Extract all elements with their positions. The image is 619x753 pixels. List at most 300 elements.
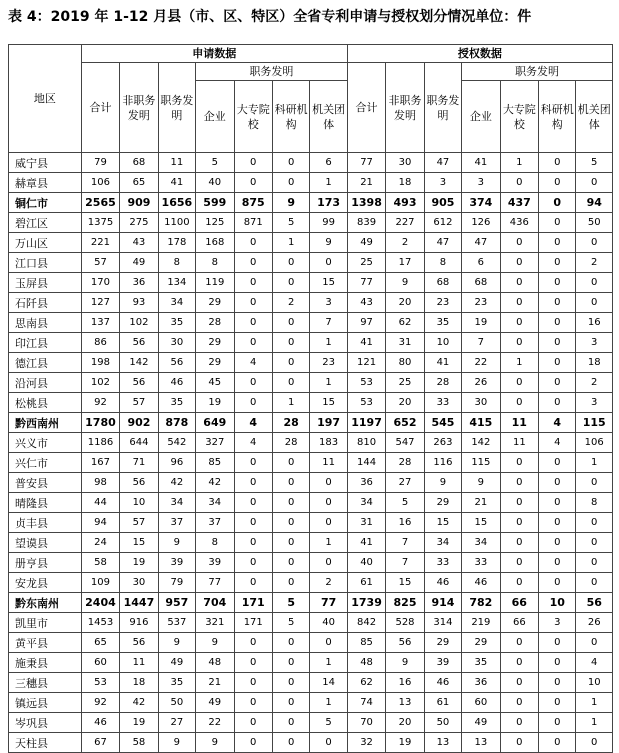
table-cell: 93: [120, 293, 158, 313]
table-cell: 60: [81, 653, 119, 673]
table-cell: 0: [576, 513, 613, 533]
table-cell: 170: [81, 273, 119, 293]
table-cell: 957: [158, 593, 195, 613]
table-cell: 1: [576, 713, 613, 733]
table-cell: 0: [576, 553, 613, 573]
table-row: [9, 413, 613, 433]
table-cell: 10: [120, 493, 158, 513]
table-cell: 1780: [81, 413, 119, 433]
region-name: 凯里市: [9, 613, 82, 633]
table-cell: 61: [347, 573, 385, 593]
table-cell: 34: [196, 493, 234, 513]
table-cell: 0: [234, 173, 272, 193]
table-cell: 20: [386, 393, 424, 413]
table-cell: 0: [539, 473, 576, 493]
table-cell: 98: [81, 473, 119, 493]
region-name: 德江县: [9, 353, 82, 373]
region-name: 黔西南州: [9, 413, 82, 433]
table-cell: 6: [310, 153, 347, 173]
table-cell: 9: [272, 193, 309, 213]
table-cell: 0: [500, 453, 538, 473]
table-cell: 1: [310, 693, 347, 713]
table-cell: 871: [234, 213, 272, 233]
table-cell: 1: [272, 393, 309, 413]
table-cell: 825: [386, 593, 424, 613]
table-cell: 0: [272, 533, 309, 553]
table-cell: 142: [462, 433, 500, 453]
table-row: [9, 213, 613, 233]
table-cell: 42: [196, 473, 234, 493]
table-cell: 50: [576, 213, 613, 233]
table-cell: 56: [120, 633, 158, 653]
table-cell: 142: [120, 353, 158, 373]
table-cell: 47: [462, 233, 500, 253]
table-cell: 24: [81, 533, 119, 553]
table-cell: 42: [120, 693, 158, 713]
table-cell: 35: [424, 313, 461, 333]
region-name: 黔东南州: [9, 593, 82, 613]
table-cell: 67: [81, 733, 119, 753]
table-cell: 437: [500, 193, 538, 213]
table-cell: 33: [424, 393, 461, 413]
table-cell: 2404: [81, 593, 119, 613]
table-cell: 6: [462, 253, 500, 273]
table-cell: 18: [120, 673, 158, 693]
table-cell: 46: [81, 713, 119, 733]
table-cell: 25: [347, 253, 385, 273]
table-cell: 0: [234, 393, 272, 413]
table-cell: 49: [347, 233, 385, 253]
region-name: 兴义市: [9, 433, 82, 453]
table-cell: 171: [234, 593, 272, 613]
table-cell: 109: [81, 573, 119, 593]
table-cell: 66: [500, 593, 538, 613]
table-cell: 68: [462, 273, 500, 293]
table-cell: 0: [576, 633, 613, 653]
table-cell: 275: [120, 213, 158, 233]
table-cell: 0: [500, 553, 538, 573]
table-cell: 30: [120, 573, 158, 593]
table-cell: 0: [234, 493, 272, 513]
table-cell: 9: [462, 473, 500, 493]
table-row: [9, 233, 613, 253]
region-name: 兴仁市: [9, 453, 82, 473]
table-cell: 25: [386, 373, 424, 393]
table-cell: 20: [386, 713, 424, 733]
table-cell: 0: [539, 293, 576, 313]
table-cell: 30: [386, 153, 424, 173]
table-cell: 35: [462, 653, 500, 673]
header-region: 地区: [9, 45, 82, 153]
table-cell: 21: [462, 493, 500, 513]
table-cell: 263: [424, 433, 461, 453]
table-cell: 0: [500, 533, 538, 553]
table-cell: 16: [386, 673, 424, 693]
table-cell: 0: [272, 673, 309, 693]
table-cell: 15: [310, 273, 347, 293]
table-cell: 902: [120, 413, 158, 433]
table-cell: 23: [310, 353, 347, 373]
table-cell: 40: [310, 613, 347, 633]
table-cell: 11: [500, 433, 538, 453]
table-cell: 8: [158, 253, 195, 273]
table-cell: 9: [424, 473, 461, 493]
table-cell: 0: [500, 493, 538, 513]
table-cell: 0: [500, 653, 538, 673]
table-cell: 1: [576, 453, 613, 473]
table-cell: 53: [347, 393, 385, 413]
table-cell: 15: [424, 513, 461, 533]
table-cell: 0: [272, 473, 309, 493]
table-cell: 10: [576, 673, 613, 693]
table-cell: 49: [158, 653, 195, 673]
header-grant-service: 职务发明: [424, 63, 461, 153]
table-cell: 168: [196, 233, 234, 253]
table-cell: 94: [81, 513, 119, 533]
table-cell: 0: [310, 473, 347, 493]
header-apply-non-service: 非职务发明: [120, 63, 158, 153]
table-cell: 0: [234, 553, 272, 573]
table-cell: 545: [424, 413, 461, 433]
table-cell: 39: [158, 553, 195, 573]
table-row: [9, 653, 613, 673]
table-cell: 17: [386, 253, 424, 273]
table-cell: 60: [462, 693, 500, 713]
table-cell: 16: [386, 513, 424, 533]
table-cell: 0: [272, 513, 309, 533]
table-cell: 34: [424, 533, 461, 553]
table-cell: 47: [424, 153, 461, 173]
table-cell: 0: [539, 213, 576, 233]
table-cell: 22: [462, 353, 500, 373]
table-cell: 49: [462, 713, 500, 733]
table-cell: 0: [234, 373, 272, 393]
table-cell: 37: [196, 513, 234, 533]
table-cell: 1453: [81, 613, 119, 633]
table-cell: 106: [576, 433, 613, 453]
table-cell: 0: [272, 653, 309, 673]
header-grant-org: 机关团体: [576, 81, 613, 153]
header-apply-enterprise: 企业: [196, 81, 234, 153]
table-cell: 183: [310, 433, 347, 453]
table-cell: 0: [234, 713, 272, 733]
table-cell: 57: [81, 253, 119, 273]
table-cell: 5: [386, 493, 424, 513]
table-cell: 9: [196, 633, 234, 653]
table-cell: 46: [424, 673, 461, 693]
region-name: 望谟县: [9, 533, 82, 553]
table-cell: 56: [120, 373, 158, 393]
table-cell: 321: [196, 613, 234, 633]
table-cell: 221: [81, 233, 119, 253]
table-cell: 56: [158, 353, 195, 373]
table-cell: 36: [120, 273, 158, 293]
table-cell: 29: [196, 333, 234, 353]
table-cell: 5: [196, 153, 234, 173]
table-cell: 80: [386, 353, 424, 373]
table-cell: 1739: [347, 593, 385, 613]
table-cell: 547: [386, 433, 424, 453]
table-cell: 10: [539, 593, 576, 613]
table-cell: 29: [462, 633, 500, 653]
table-cell: 102: [120, 313, 158, 333]
table-row: [9, 333, 613, 353]
table-cell: 19: [120, 553, 158, 573]
table-cell: 9: [310, 233, 347, 253]
table-cell: 0: [234, 533, 272, 553]
table-cell: 0: [500, 293, 538, 313]
table-cell: 0: [272, 553, 309, 573]
table-cell: 0: [234, 733, 272, 753]
table-cell: 28: [424, 373, 461, 393]
table-cell: 106: [81, 173, 119, 193]
table-cell: 23: [462, 293, 500, 313]
table-cell: 314: [424, 613, 461, 633]
table-cell: 92: [81, 393, 119, 413]
header-grant-research: 科研机构: [539, 81, 576, 153]
table-cell: 92: [81, 693, 119, 713]
table-cell: 31: [386, 333, 424, 353]
table-cell: 0: [500, 393, 538, 413]
table-cell: 1: [310, 533, 347, 553]
table-cell: 11: [158, 153, 195, 173]
table-cell: 48: [196, 653, 234, 673]
table-cell: 13: [386, 693, 424, 713]
table-cell: 2: [272, 293, 309, 313]
table-cell: 0: [500, 333, 538, 353]
header-grant-college: 大专院校: [500, 81, 538, 153]
table-cell: 0: [539, 673, 576, 693]
table-cell: 0: [272, 573, 309, 593]
table-cell: 528: [386, 613, 424, 633]
table-cell: 905: [424, 193, 461, 213]
table-cell: 134: [158, 273, 195, 293]
table-cell: 4: [576, 653, 613, 673]
table-cell: 1: [272, 233, 309, 253]
table-cell: 39: [196, 553, 234, 573]
table-cell: 29: [424, 493, 461, 513]
table-cell: 171: [234, 613, 272, 633]
table-cell: 5: [272, 213, 309, 233]
table-cell: 85: [196, 453, 234, 473]
table-row: [9, 293, 613, 313]
table-cell: 0: [272, 733, 309, 753]
table-cell: 74: [347, 693, 385, 713]
table-cell: 23: [424, 293, 461, 313]
table-cell: 28: [196, 313, 234, 333]
table-cell: 40: [196, 173, 234, 193]
table-cell: 26: [462, 373, 500, 393]
table-row: [9, 593, 613, 613]
table-cell: 36: [347, 473, 385, 493]
table-cell: 0: [272, 333, 309, 353]
table-cell: 43: [347, 293, 385, 313]
table-cell: 0: [234, 233, 272, 253]
table-row: [9, 613, 613, 633]
table-cell: 0: [272, 153, 309, 173]
table-cell: 49: [196, 693, 234, 713]
table-cell: 0: [272, 273, 309, 293]
table-cell: 7: [386, 553, 424, 573]
region-name: 沿河县: [9, 373, 82, 393]
table-cell: 2: [386, 233, 424, 253]
table-cell: 4: [234, 353, 272, 373]
table-cell: 1100: [158, 213, 195, 233]
table-cell: 33: [424, 553, 461, 573]
region-name: 安龙县: [9, 573, 82, 593]
table-cell: 1375: [81, 213, 119, 233]
table-cell: 11: [310, 453, 347, 473]
table-cell: 56: [120, 333, 158, 353]
table-cell: 49: [120, 253, 158, 273]
table-cell: 537: [158, 613, 195, 633]
table-cell: 0: [272, 173, 309, 193]
table-cell: 0: [576, 293, 613, 313]
table-cell: 649: [196, 413, 234, 433]
table-cell: 11: [500, 413, 538, 433]
table-cell: 0: [500, 633, 538, 653]
table-cell: 3: [576, 393, 613, 413]
table-cell: 0: [539, 513, 576, 533]
table-cell: 0: [234, 673, 272, 693]
table-cell: 42: [158, 473, 195, 493]
table-cell: 19: [196, 393, 234, 413]
table-cell: 0: [539, 193, 576, 213]
table-cell: 28: [386, 453, 424, 473]
table-cell: 37: [158, 513, 195, 533]
table-cell: 53: [347, 373, 385, 393]
table-cell: 0: [234, 293, 272, 313]
table-cell: 9: [158, 633, 195, 653]
table-cell: 32: [347, 733, 385, 753]
table-cell: 102: [81, 373, 119, 393]
table-cell: 167: [81, 453, 119, 473]
table-cell: 173: [310, 193, 347, 213]
table-cell: 19: [462, 313, 500, 333]
table-cell: 3: [539, 613, 576, 633]
table-cell: 119: [196, 273, 234, 293]
table-cell: 35: [158, 393, 195, 413]
table-cell: 415: [462, 413, 500, 433]
region-name: 岑巩县: [9, 713, 82, 733]
table-cell: 68: [424, 273, 461, 293]
header-grant-non-service: 非职务发明: [386, 63, 424, 153]
table-cell: 612: [424, 213, 461, 233]
table-cell: 85: [347, 633, 385, 653]
table-cell: 0: [539, 693, 576, 713]
table-cell: 0: [234, 473, 272, 493]
table-cell: 71: [120, 453, 158, 473]
region-name: 册亨县: [9, 553, 82, 573]
table-cell: 875: [234, 193, 272, 213]
table-cell: 9: [386, 653, 424, 673]
table-cell: 8: [196, 253, 234, 273]
table-cell: 28: [272, 413, 309, 433]
table-cell: 46: [158, 373, 195, 393]
table-cell: 0: [234, 333, 272, 353]
table-cell: 5: [576, 153, 613, 173]
table-cell: 57: [120, 393, 158, 413]
table-cell: 8: [576, 493, 613, 513]
table-cell: 31: [347, 513, 385, 533]
table-cell: 16: [576, 313, 613, 333]
table-cell: 0: [272, 353, 309, 373]
table-cell: 0: [539, 253, 576, 273]
table-cell: 0: [500, 713, 538, 733]
table-cell: 1186: [81, 433, 119, 453]
table-cell: 2: [576, 253, 613, 273]
table-cell: 227: [386, 213, 424, 233]
table-row: [9, 553, 613, 573]
table-cell: 58: [81, 553, 119, 573]
table-cell: 5: [310, 713, 347, 733]
table-cell: 79: [81, 153, 119, 173]
table-cell: 46: [462, 573, 500, 593]
table-cell: 41: [462, 153, 500, 173]
table-cell: 0: [539, 553, 576, 573]
table-cell: 0: [272, 713, 309, 733]
table-body: [9, 153, 613, 753]
table-cell: 0: [500, 573, 538, 593]
table-cell: 0: [539, 233, 576, 253]
table-cell: 18: [386, 173, 424, 193]
table-cell: 11: [120, 653, 158, 673]
table-cell: 0: [500, 733, 538, 753]
region-name: 镇远县: [9, 693, 82, 713]
region-name: 晴隆县: [9, 493, 82, 513]
table-cell: 704: [196, 593, 234, 613]
table-cell: 56: [576, 593, 613, 613]
table-cell: 2: [576, 373, 613, 393]
table-cell: 13: [424, 733, 461, 753]
table-cell: 115: [462, 453, 500, 473]
region-name: 赫章县: [9, 173, 82, 193]
table-cell: 29: [424, 633, 461, 653]
region-name: 江口县: [9, 253, 82, 273]
table-cell: 15: [310, 393, 347, 413]
table-cell: 66: [500, 613, 538, 633]
table-cell: 0: [272, 693, 309, 713]
table-cell: 56: [386, 633, 424, 653]
table-cell: 0: [234, 253, 272, 273]
header-apply-group: 申请数据: [81, 45, 347, 63]
table-cell: 39: [424, 653, 461, 673]
table-cell: 1: [310, 333, 347, 353]
table-cell: 0: [310, 633, 347, 653]
table-cell: 41: [158, 173, 195, 193]
table-cell: 41: [347, 533, 385, 553]
table-cell: 30: [462, 393, 500, 413]
table-cell: 0: [539, 333, 576, 353]
table-cell: 68: [120, 153, 158, 173]
header-grant-enterprise: 企业: [462, 81, 500, 153]
table-cell: 0: [576, 473, 613, 493]
table-cell: 9: [196, 733, 234, 753]
table-row: [9, 153, 613, 173]
table-cell: 0: [234, 153, 272, 173]
table-cell: 22: [196, 713, 234, 733]
table-cell: 7: [386, 533, 424, 553]
table-cell: 3: [424, 173, 461, 193]
table-row: [9, 373, 613, 393]
table-cell: 1656: [158, 193, 195, 213]
table-cell: 34: [347, 493, 385, 513]
table-row: [9, 453, 613, 473]
header-apply-service: 职务发明: [158, 63, 195, 153]
table-cell: 33: [462, 553, 500, 573]
table-cell: 77: [347, 273, 385, 293]
table-cell: 1: [310, 373, 347, 393]
